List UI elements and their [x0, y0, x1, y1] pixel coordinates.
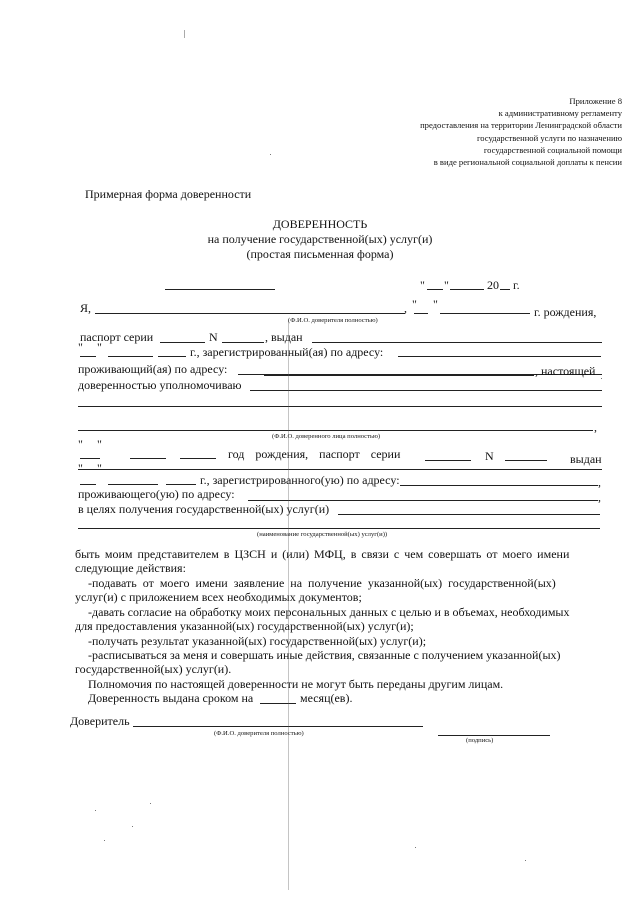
comma: , — [594, 420, 597, 434]
quote: " — [97, 437, 102, 451]
agent-passport-series-line — [425, 460, 471, 461]
comma: , — [598, 475, 601, 489]
label-birth2: год рождения, паспорт серии — [228, 447, 401, 461]
body-p3b: для предоставления указанной(ых) государственной(ых) услуг(и); — [75, 619, 414, 633]
label-this: , настоящей — [535, 364, 596, 378]
body-p4: -получать результат указанной(ых) государственной(ых) услуг(и); — [88, 634, 427, 648]
caption-agent-fio: (Ф.И.О. доверенного лица полностью) — [272, 433, 381, 440]
document-form-type: (простая письменная форма) — [246, 247, 394, 261]
caption-principal-fio: (Ф.И.О. доверителя полностью) — [288, 317, 378, 324]
registered-address-line — [398, 356, 601, 357]
date-month-line — [450, 289, 484, 290]
label-n2: N — [485, 449, 494, 463]
quote: " — [97, 461, 102, 475]
body-p2b: услуг(и) с приложением всех необходимых документов; — [75, 590, 362, 604]
principal-fio-line — [95, 313, 405, 314]
service-line-2 — [78, 528, 600, 529]
caption-signature: (подпись) — [466, 737, 494, 744]
date-quote-close: " — [444, 278, 449, 292]
label-issued: , выдан — [265, 330, 303, 344]
birth-month-line — [440, 313, 530, 314]
agent-birth-month-line — [130, 458, 166, 459]
agent-issued-month-line — [108, 484, 158, 485]
document-title: ДОВЕРЕННОСТЬ — [272, 217, 368, 231]
service-line-1 — [338, 514, 600, 515]
label-ya: Я, — [80, 301, 92, 315]
body-p6: Полномочия по настоящей доверенности не могут быть переданы другим лицам. — [88, 677, 504, 691]
date-quote-open: " — [420, 278, 425, 292]
quote: " — [412, 297, 417, 311]
quote: " — [97, 340, 102, 354]
scan-speck — [601, 378, 602, 379]
scan-speck — [270, 154, 271, 155]
appendix-line: предоставления на территории Ленинградской области — [420, 120, 622, 131]
label-n: N — [209, 330, 218, 344]
scan-mark — [184, 30, 185, 38]
body-p3a: -давать согласие на обработку моих персональных данных с целью и в объемах, необходимых — [88, 605, 570, 619]
appendix-line: к административному регламенту — [498, 108, 622, 119]
agent-living-line — [248, 500, 598, 501]
passport-number-line — [222, 342, 264, 343]
quote: " — [78, 437, 83, 451]
scan-speck — [525, 860, 526, 861]
label-passport-series: паспорт серии — [80, 330, 154, 344]
quote: " — [433, 297, 438, 311]
body-p1b: следующие действия: — [75, 561, 186, 575]
signature-sign-line — [438, 735, 550, 736]
passport-series-line — [160, 342, 205, 343]
date-year-suffix: г. — [513, 278, 520, 292]
appendix-block — [420, 95, 622, 168]
issued-month-line — [108, 356, 153, 357]
body-p5b: государственной(ых) услуг(и). — [75, 662, 232, 676]
quote: " — [78, 461, 83, 475]
label-issued2: выдан — [570, 452, 602, 466]
appendix-line: в виде региональной социальной доплаты к пенсии — [433, 157, 622, 168]
birth-day-line — [414, 313, 428, 314]
agent-issued-line — [78, 469, 602, 470]
label-purpose: в целях получения государственной(ых) услуг(и) — [78, 502, 330, 516]
body-p7a: Доверенность выдана сроком на — [88, 691, 254, 705]
living-address-line-1b — [264, 375, 534, 376]
label-registered: г., зарегистрированный(ая) по адресу: — [190, 345, 384, 359]
label-authorize: доверенностью уполномочиваю — [78, 378, 242, 392]
body-p1a: быть моим представителем в ЦЗСН и (или) МФЦ, в связи с чем совершать от моего имени — [75, 547, 570, 561]
agent-birth-year-line — [180, 458, 216, 459]
signature-label: Доверитель — [70, 714, 130, 728]
agent-line-2 — [78, 406, 602, 407]
issued-by-line — [312, 342, 602, 343]
scan-fold-line — [288, 320, 289, 890]
comma: , — [404, 301, 407, 315]
signature-fio-line — [133, 726, 423, 727]
term-months-line — [260, 703, 296, 704]
agent-registered-line — [400, 485, 598, 486]
date-year-prefix: 20 — [487, 278, 499, 292]
label-living2: проживающего(ую) по адресу: — [78, 487, 235, 501]
agent-passport-number-line — [505, 460, 547, 461]
quote: " — [78, 340, 83, 354]
caption-service-name: (наименование государственной(ых) услуг(и)) — [257, 531, 388, 538]
scan-speck — [104, 840, 105, 841]
place-line — [165, 289, 275, 290]
scan-speck — [415, 847, 416, 848]
form-caption: Примерная форма доверенности — [85, 187, 252, 201]
body-p7b: месяц(ев). — [300, 691, 353, 705]
body-p5a: -расписываться за меня и совершать иные действия, связанные с получением указанной(ых) — [88, 648, 561, 662]
issued-year-line — [158, 356, 186, 357]
scan-speck — [150, 803, 151, 804]
date-day-line — [427, 289, 443, 290]
agent-line-1 — [250, 390, 602, 391]
appendix-line: государственной социальной помощи — [483, 144, 622, 155]
scan-speck — [132, 826, 133, 827]
date-year-line — [500, 289, 510, 290]
label-registered2: г., зарегистрированного(ую) по адресу: — [200, 473, 400, 487]
scan-speck — [95, 810, 96, 811]
body-p2a: -подавать от моего имени заявление на получение указанной(ых) государственной(ых) — [88, 576, 556, 590]
label-birth: г. рождения, — [534, 305, 597, 319]
agent-issued-year-line — [166, 484, 196, 485]
comma: , — [598, 490, 601, 504]
caption-principal-fio-2: (Ф.И.О. доверителя полностью) — [214, 730, 304, 737]
agent-birth-day-line — [80, 458, 100, 459]
document-subtitle: на получение государственной(ых) услуг(и) — [207, 232, 433, 246]
appendix-line: государственной услуги по назначению — [476, 132, 622, 143]
agent-issued-day-line — [80, 484, 96, 485]
appendix-line: Приложение 8 — [569, 96, 622, 106]
issued-day-line — [80, 356, 96, 357]
label-living: проживающий(ая) по адресу: — [78, 362, 228, 376]
agent-line-3 — [78, 430, 593, 431]
